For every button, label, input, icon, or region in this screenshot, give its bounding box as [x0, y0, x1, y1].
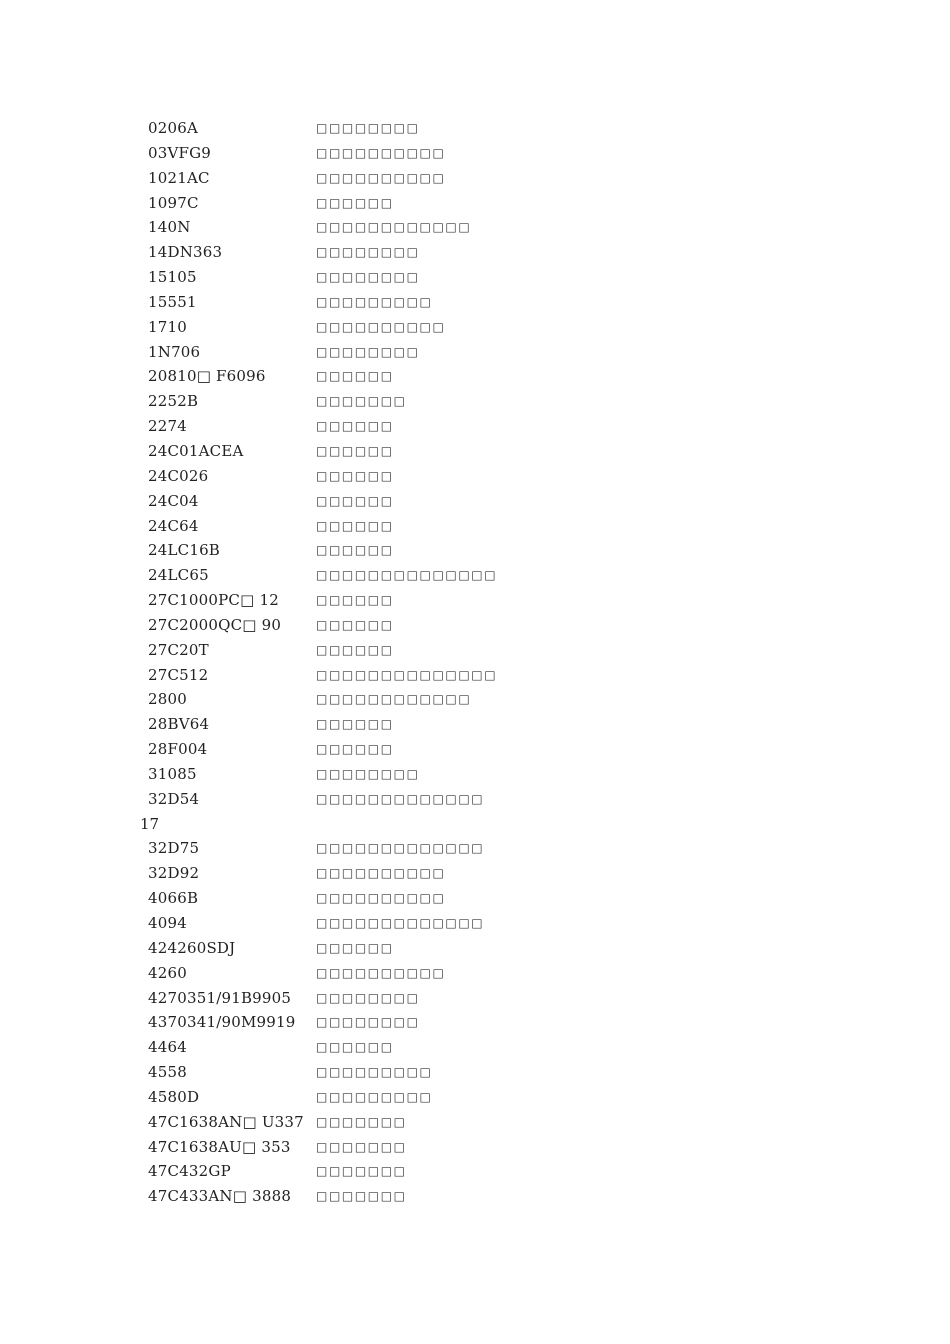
list-item: [140, 588, 840, 613]
part-code: 27C512: [148, 665, 209, 684]
part-code: 2274: [148, 417, 187, 436]
list-item: [140, 364, 840, 389]
part-code: 47C432GP: [148, 1162, 231, 1181]
list-item: [140, 265, 840, 290]
list-item: [140, 514, 840, 539]
part-code: 15105: [148, 268, 197, 287]
list-item: [140, 613, 840, 638]
list-item: [140, 1085, 840, 1110]
part-description: □□□□□□□□□□□□□: [316, 841, 485, 856]
list-item: [140, 464, 840, 489]
part-description: □□□□□□□□□: [316, 1065, 433, 1080]
part-code: 4558: [148, 1063, 187, 1082]
part-description: □□□□□□□□□□: [316, 965, 446, 980]
part-code: 28F004: [148, 740, 208, 759]
part-code: 47C433AN□ 3888: [148, 1187, 292, 1206]
part-description: □□□□□□□: [316, 1139, 407, 1154]
part-description: □□□□□□: [316, 419, 394, 434]
part-description: □□□□□□: [316, 742, 394, 757]
part-description: □□□□□□□: [316, 1114, 407, 1129]
part-code: 4066B: [148, 889, 199, 908]
part-description: □□□□□□□□□□□□: [316, 692, 472, 707]
part-code: 1097C: [148, 193, 199, 212]
list-item: [140, 1184, 840, 1209]
list-item: [140, 687, 840, 712]
list-item: [140, 762, 840, 787]
part-description: □□□□□□□□: [316, 121, 420, 135]
part-code: 424260SDJ: [148, 938, 236, 957]
part-code: 31085: [148, 764, 197, 783]
part-description: □□□□□□: [316, 493, 394, 508]
list-item: [140, 936, 840, 961]
part-code: 24C04: [148, 491, 199, 510]
part-code: 28BV64: [148, 715, 210, 734]
page-number: 17: [140, 814, 160, 833]
part-code: 4270351/91B9905: [148, 988, 292, 1007]
list-item: [140, 240, 840, 265]
part-code: 14DN363: [148, 243, 223, 262]
part-description: □□□□□□□□: [316, 990, 420, 1005]
list-item: [140, 141, 840, 166]
list-item: [140, 737, 840, 762]
part-description: □□□□□□□□□□: [316, 170, 446, 185]
part-code: 24C64: [148, 516, 199, 535]
part-description: □□□□□□□□□: [316, 294, 433, 309]
list-item: [140, 1010, 840, 1035]
list-item: [140, 538, 840, 563]
part-code: 47C1638AN□ U337: [148, 1112, 304, 1131]
part-code: 2252B: [148, 392, 199, 411]
part-code: 27C2000QC□ 90: [148, 615, 282, 634]
list-item: [140, 986, 840, 1011]
list-item: [140, 215, 840, 240]
list-item: [140, 1060, 840, 1085]
part-description: □□□□□□□□□□□□□□: [316, 568, 498, 583]
list-item: [140, 1135, 840, 1160]
part-description: □□□□□□□□□□□□: [316, 220, 472, 235]
list-item: [140, 439, 840, 464]
part-description: □□□□□□: [316, 195, 394, 210]
list-item: [140, 116, 840, 141]
part-description: □□□□□□: [316, 543, 394, 558]
part-description: □□□□□□□: [316, 394, 407, 409]
part-description: □□□□□□□□□□□□□: [316, 791, 485, 806]
part-description: □□□□□□: [316, 940, 394, 955]
part-code: 4370341/90M9919: [148, 1013, 296, 1032]
list-item: [140, 389, 840, 414]
part-description: □□□□□□□□□□: [316, 866, 446, 881]
list-item: [140, 861, 840, 886]
list-item: [140, 787, 840, 812]
list-item: [140, 1159, 840, 1184]
part-description: □□□□□□□□□□: [316, 145, 446, 160]
list-item: [140, 886, 840, 911]
part-description: □□□□□□: [316, 1040, 394, 1055]
part-description: □□□□□□: [316, 518, 394, 533]
part-code: 2800: [148, 690, 187, 709]
part-code: 0206A: [148, 119, 199, 137]
part-description: □□□□□□□□□□: [316, 891, 446, 906]
part-code: 32D92: [148, 864, 200, 883]
list-item: [140, 191, 840, 216]
part-description: □□□□□□□□□□□□□: [316, 916, 485, 930]
part-description: □□□□□□: [316, 617, 394, 632]
part-code: 140N: [148, 218, 191, 237]
part-code: 4094: [148, 914, 187, 932]
list-item: [140, 663, 840, 688]
part-code: 24C026: [148, 466, 209, 485]
part-code: 1021AC: [148, 168, 210, 187]
part-code: 20810□ F6096: [148, 367, 266, 386]
part-code: 03VFG9: [148, 143, 212, 162]
list-item: [140, 638, 840, 663]
list-item: [140, 712, 840, 737]
part-code: 32D75: [148, 839, 200, 858]
part-list: [140, 116, 840, 1209]
part-description: □□□□□□□□□: [316, 1089, 433, 1104]
part-description: □□□□□□: [316, 369, 394, 384]
part-description: □□□□□□: [316, 717, 394, 732]
part-code: 4464: [148, 1038, 187, 1057]
list-item: [140, 911, 840, 936]
part-code: 4260: [148, 963, 187, 982]
list-item: [140, 563, 840, 588]
part-description: □□□□□□□□: [316, 245, 420, 260]
part-description: □□□□□□□□: [316, 1015, 420, 1030]
part-description: □□□□□□: [316, 642, 394, 657]
list-item: [140, 489, 840, 514]
part-code: 15551: [148, 292, 197, 311]
part-code: 32D54: [148, 789, 200, 808]
part-description: □□□□□□□: [316, 1189, 407, 1204]
part-description: □□□□□□□□□□: [316, 319, 446, 334]
part-description: □□□□□□: [316, 468, 394, 483]
part-code: 27C20T: [148, 640, 209, 659]
part-code: 4580D: [148, 1087, 200, 1106]
part-description: □□□□□□: [316, 593, 394, 608]
part-code: 1710: [148, 317, 187, 336]
list-item: [140, 290, 840, 315]
part-code: 24LC16B: [148, 541, 221, 560]
part-code: 47C1638AU□ 353: [148, 1137, 291, 1156]
list-item: [140, 836, 840, 861]
part-code: 1N706: [148, 342, 201, 361]
part-description: □□□□□□: [316, 443, 394, 458]
list-item: [140, 1035, 840, 1060]
part-description: □□□□□□□: [316, 1164, 407, 1179]
page-number-row: [140, 812, 840, 837]
part-description: □□□□□□□□: [316, 344, 420, 359]
list-item: [140, 961, 840, 986]
list-item: [140, 414, 840, 439]
list-item: [140, 1110, 840, 1135]
list-item: [140, 340, 840, 365]
part-code: 24LC65: [148, 566, 209, 585]
part-description: □□□□□□□□□□□□□□: [316, 667, 498, 682]
part-description: □□□□□□□□: [316, 766, 420, 781]
part-code: 24C01ACEA: [148, 441, 244, 460]
part-description: □□□□□□□□: [316, 270, 420, 285]
list-item: [140, 166, 840, 191]
part-code: 27C1000PC□ 12: [148, 591, 279, 610]
list-item: [140, 315, 840, 340]
